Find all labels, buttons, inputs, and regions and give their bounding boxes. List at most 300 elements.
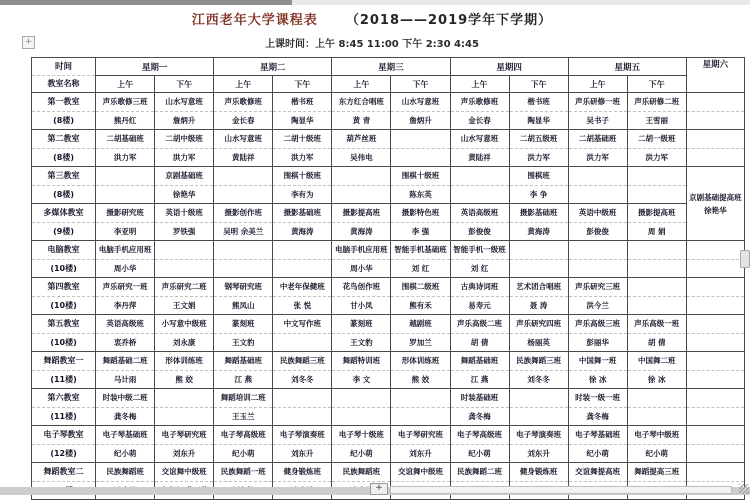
document-title-line[interactable] — [0, 9, 744, 28]
course-cell[interactable] — [568, 130, 627, 167]
page-title[interactable]: 江西老年大学课程表 — [191, 13, 318, 28]
course-name: 声乐研究三班 — [569, 278, 627, 297]
course-cell[interactable] — [509, 130, 568, 167]
course-cell[interactable] — [391, 204, 450, 241]
course-cell[interactable] — [509, 389, 568, 426]
course-cell[interactable] — [509, 241, 568, 278]
course-name — [214, 241, 272, 260]
course-cell[interactable] — [155, 204, 214, 241]
am-header[interactable]: 上午 — [568, 76, 627, 93]
course-cell[interactable] — [96, 426, 155, 463]
course-cell[interactable] — [332, 389, 391, 426]
course-name: 小写意中级班 — [155, 315, 213, 334]
teacher-name: 李 强 — [411, 227, 430, 236]
course-name: 时装中级二班 — [96, 389, 154, 408]
teacher-name: 李 文 — [352, 375, 371, 384]
course-cell[interactable] — [273, 93, 332, 130]
course-name: 交谊舞中级班 — [155, 463, 213, 482]
course-name — [214, 167, 272, 186]
room-label-cell[interactable] — [32, 389, 96, 426]
pm-header[interactable]: 下午 — [155, 76, 214, 93]
course-name: 山水写意班 — [391, 93, 449, 112]
course-name — [687, 278, 744, 297]
course-name: 电子琴基础班 — [96, 426, 154, 445]
course-cell[interactable] — [214, 389, 273, 426]
day-header-6[interactable]: 星期六 — [686, 58, 744, 93]
day-header-3[interactable]: 星期三 — [332, 58, 450, 76]
course-cell[interactable] — [450, 204, 509, 241]
add-button[interactable]: + — [370, 483, 388, 495]
course-name — [96, 167, 154, 186]
room-label: 第四教室 — [32, 278, 95, 297]
course-cell[interactable] — [627, 278, 686, 315]
day-header-2[interactable]: 星期二 — [214, 58, 332, 76]
class-time-note[interactable]: 上课时间：上午 8:45 11:00 下午 2:30 4:45 — [265, 39, 479, 50]
teacher-name: 纪小萌 — [232, 449, 255, 458]
course-cell[interactable] — [332, 241, 391, 278]
course-name: 民族舞蹈二班 — [451, 463, 509, 482]
course-name: 声乐研修二班 — [628, 93, 686, 112]
course-name: 摄影创作班 — [214, 204, 272, 223]
teacher-name — [451, 186, 509, 203]
course-name: 时装一级一班 — [569, 389, 627, 408]
course-name: 围棋班 — [510, 167, 568, 186]
course-cell[interactable] — [627, 241, 686, 278]
teacher-name — [687, 297, 744, 314]
course-cell[interactable] — [450, 167, 509, 204]
course-cell[interactable] — [391, 241, 450, 278]
course-name: 舞蹈基础班 — [214, 352, 272, 371]
term-label[interactable]: （2018——2019学年下学期） — [345, 13, 553, 28]
course-name: 京剧基础班 — [155, 167, 213, 186]
course-cell[interactable] — [450, 315, 509, 352]
teacher-name: 洪力军 — [586, 153, 609, 162]
course-cell[interactable] — [450, 278, 509, 315]
floor-label: (9楼) — [53, 227, 74, 236]
course-name: 电子琴中级班 — [628, 426, 686, 445]
teacher-name: 刘东升 — [527, 449, 550, 458]
course-cell[interactable] — [155, 167, 214, 204]
teacher-name: 周 娟 — [647, 227, 666, 236]
course-name: 电子琴演奏班 — [273, 426, 331, 445]
teacher-name: 黄陆祥 — [232, 153, 255, 162]
course-cell[interactable] — [509, 204, 568, 241]
course-name — [332, 167, 390, 186]
course-cell[interactable] — [450, 130, 509, 167]
course-name — [155, 241, 213, 260]
course-cell[interactable] — [568, 352, 627, 389]
course-cell[interactable] — [686, 93, 744, 130]
teacher-name: 纪小萌 — [586, 449, 609, 458]
course-cell[interactable] — [686, 426, 744, 463]
teacher-name: 黄海涛 — [291, 227, 314, 236]
course-cell[interactable] — [214, 315, 273, 352]
course-name — [628, 389, 686, 408]
course-cell[interactable] — [96, 389, 155, 426]
teacher-name — [687, 260, 744, 277]
course-name: 声乐歌修三班 — [96, 93, 154, 112]
course-cell[interactable] — [568, 241, 627, 278]
course-cell[interactable] — [96, 278, 155, 315]
floor-label: (10楼) — [50, 301, 77, 310]
am-header[interactable]: 上午 — [450, 76, 509, 93]
teacher-name — [273, 334, 331, 351]
course-cell[interactable] — [155, 130, 214, 167]
course-cell[interactable] — [627, 315, 686, 352]
classroom-row — [32, 93, 745, 130]
course-cell[interactable] — [273, 204, 332, 241]
timetable-body — [32, 93, 745, 500]
course-name: 摄影特色班 — [391, 204, 449, 223]
course-cell[interactable] — [391, 278, 450, 315]
course-cell[interactable] — [686, 278, 744, 315]
table-move-handle-icon[interactable]: + — [22, 36, 35, 49]
teacher-name: 徐 冰 — [647, 375, 666, 384]
room-label: 第二教室 — [32, 130, 95, 149]
header-days-row — [32, 58, 745, 76]
course-name: 民族舞蹈班 — [332, 463, 390, 482]
course-cell[interactable] — [155, 93, 214, 130]
course-cell[interactable] — [214, 204, 273, 241]
course-cell[interactable] — [568, 389, 627, 426]
course-cell[interactable] — [450, 93, 509, 130]
teacher-name: 詹炳升 — [409, 116, 432, 125]
course-cell[interactable] — [273, 167, 332, 204]
course-cell[interactable] — [627, 130, 686, 167]
course-cell[interactable] — [273, 241, 332, 278]
classroom-row — [32, 389, 745, 426]
course-cell[interactable] — [509, 352, 568, 389]
teacher-name: 熊有禾 — [409, 301, 432, 310]
room-label: 多媒体教室 — [32, 204, 95, 223]
teacher-name: 洪力军 — [645, 153, 668, 162]
course-name: 电子琴研究班 — [155, 426, 213, 445]
teacher-name: 陶显华 — [527, 116, 550, 125]
course-cell[interactable] — [568, 315, 627, 352]
course-name: 篆刻班 — [332, 315, 390, 334]
course-cell[interactable] — [96, 241, 155, 278]
teacher-name: 罗铁强 — [172, 227, 196, 236]
floor-label: (8楼) — [53, 116, 74, 125]
corner-room-label: 教室名称 — [47, 78, 80, 88]
course-cell[interactable] — [509, 426, 568, 463]
course-name — [687, 130, 744, 149]
course-name: 楷书班 — [510, 93, 568, 112]
am-header[interactable]: 上午 — [214, 76, 273, 93]
saturday-merged-cell[interactable] — [686, 167, 744, 241]
course-cell[interactable] — [214, 93, 273, 130]
room-label-cell[interactable] — [32, 204, 96, 241]
course-cell[interactable] — [509, 93, 568, 130]
course-name: 民族舞蹈三班 — [510, 352, 568, 371]
day-header-5[interactable]: 星期五 — [568, 58, 686, 76]
course-cell[interactable] — [273, 389, 332, 426]
room-label-cell[interactable] — [32, 130, 96, 167]
course-cell[interactable] — [450, 241, 509, 278]
floor-label: (11楼) — [50, 412, 77, 421]
am-header[interactable]: 上午 — [332, 76, 391, 93]
course-name: 摄影提高班 — [628, 204, 686, 223]
course-name — [391, 389, 449, 408]
classroom-row — [32, 352, 745, 389]
course-cell[interactable] — [391, 389, 450, 426]
course-name: 交谊舞中级班 — [391, 463, 449, 482]
classroom-row — [32, 241, 745, 278]
teacher-name: 纪小萌 — [645, 449, 668, 458]
course-name: 民族舞蹈三班 — [273, 352, 331, 371]
course-cell[interactable] — [96, 130, 155, 167]
course-cell[interactable] — [332, 204, 391, 241]
course-name: 花鸟创作班 — [332, 278, 390, 297]
room-label-cell[interactable] — [32, 93, 96, 130]
classroom-row — [32, 130, 745, 167]
course-name — [628, 278, 686, 297]
course-name — [273, 389, 331, 408]
teacher-name: 洪力军 — [113, 153, 137, 162]
course-cell[interactable] — [686, 315, 744, 352]
header-ampm-row — [32, 76, 745, 93]
course-cell[interactable] — [214, 352, 273, 389]
teacher-name — [628, 260, 686, 277]
course-cell[interactable] — [509, 278, 568, 315]
course-cell[interactable] — [273, 352, 332, 389]
teacher-name: 彭丽华 — [586, 338, 609, 347]
teacher-name: 王雪丽 — [645, 116, 668, 125]
course-name: 声乐高级一班 — [628, 315, 686, 334]
course-name: 舞蹈培训二班 — [214, 389, 272, 408]
classroom-row — [32, 167, 745, 204]
pm-header[interactable]: 下午 — [273, 76, 332, 93]
teacher-name: 王文娟 — [172, 301, 196, 310]
room-label-cell[interactable] — [32, 426, 96, 463]
teacher-name: 洪力军 — [172, 153, 196, 162]
teacher-name: 吴书子 — [586, 116, 609, 125]
teacher-name — [569, 260, 627, 277]
room-label-cell[interactable] — [32, 278, 96, 315]
teacher-name: 刘东升 — [291, 449, 314, 458]
course-name — [628, 167, 686, 186]
course-cell[interactable] — [332, 93, 391, 130]
teacher-name — [273, 408, 331, 425]
course-cell[interactable] — [450, 426, 509, 463]
course-name: 声乐研究四班 — [510, 315, 568, 334]
teacher-name: 纪小萌 — [113, 449, 137, 458]
course-cell[interactable] — [450, 389, 509, 426]
course-cell[interactable] — [391, 93, 450, 130]
teacher-name: 龚冬梅 — [468, 412, 491, 421]
course-cell[interactable] — [155, 426, 214, 463]
day-header-1[interactable]: 星期一 — [96, 58, 214, 76]
course-cell[interactable] — [450, 352, 509, 389]
course-name: 英语十级班 — [155, 204, 213, 223]
course-cell[interactable] — [568, 204, 627, 241]
room-label: 舞蹈教室一 — [32, 352, 95, 371]
course-cell[interactable] — [155, 278, 214, 315]
course-name: 智能手机基础班 — [391, 241, 449, 260]
course-cell[interactable] — [391, 167, 450, 204]
course-cell[interactable] — [391, 352, 450, 389]
course-cell[interactable] — [96, 93, 155, 130]
course-cell[interactable] — [155, 241, 214, 278]
course-name: 声乐高级二班 — [451, 315, 509, 334]
course-cell[interactable] — [273, 426, 332, 463]
course-cell[interactable] — [214, 130, 273, 167]
course-cell[interactable] — [686, 389, 744, 426]
teacher-name: 陶显华 — [291, 116, 314, 125]
course-name: 越剧班 — [391, 315, 449, 334]
room-label: 第六教室 — [32, 389, 95, 408]
pm-header[interactable]: 下午 — [509, 76, 568, 93]
timetable[interactable] — [31, 57, 745, 500]
vertical-scrollbar-thumb[interactable] — [740, 250, 750, 268]
course-cell[interactable] — [96, 204, 155, 241]
course-cell[interactable] — [332, 167, 391, 204]
course-cell[interactable] — [273, 278, 332, 315]
pm-header[interactable]: 下午 — [627, 76, 686, 93]
horizontal-scrollbar[interactable] — [390, 486, 732, 494]
course-cell[interactable] — [155, 389, 214, 426]
course-name: 声乐歌修班 — [214, 93, 272, 112]
teacher-name: 杨丽英 — [527, 338, 550, 347]
course-cell[interactable] — [627, 389, 686, 426]
course-cell[interactable] — [627, 167, 686, 204]
room-label-cell[interactable] — [32, 241, 96, 278]
teacher-name: 吴明 余美兰 — [223, 227, 264, 236]
course-name: 电子琴十级班 — [332, 426, 390, 445]
course-cell[interactable] — [332, 130, 391, 167]
teacher-name — [687, 112, 744, 129]
course-cell[interactable] — [627, 93, 686, 130]
teacher-name — [332, 408, 390, 425]
teacher-name: 洪今兰 — [586, 301, 609, 310]
room-label: 电脑教室 — [32, 241, 95, 260]
day-header-4[interactable]: 星期四 — [450, 58, 568, 76]
timetable-header — [32, 58, 745, 93]
course-name: 中国舞一班 — [569, 352, 627, 371]
course-cell[interactable] — [332, 426, 391, 463]
teacher-name — [687, 408, 744, 425]
course-name — [510, 389, 568, 408]
course-cell[interactable] — [155, 352, 214, 389]
floor-label: (8楼) — [53, 153, 74, 162]
course-cell[interactable] — [391, 426, 450, 463]
course-cell[interactable] — [627, 352, 686, 389]
room-label-cell[interactable] — [32, 352, 96, 389]
course-cell[interactable] — [568, 426, 627, 463]
teacher-name: 金长春 — [232, 116, 255, 125]
course-cell[interactable] — [627, 426, 686, 463]
course-cell[interactable] — [332, 352, 391, 389]
course-cell[interactable] — [214, 426, 273, 463]
course-name: 形体训练班 — [155, 352, 213, 371]
course-cell[interactable] — [391, 130, 450, 167]
course-name: 钢琴研究班 — [214, 278, 272, 297]
teacher-name: 黄陆祥 — [468, 153, 491, 162]
course-cell[interactable] — [155, 315, 214, 352]
teacher-name: 刘冬冬 — [291, 375, 314, 384]
pm-header[interactable]: 下午 — [391, 76, 450, 93]
course-cell[interactable] — [332, 315, 391, 352]
teacher-name: 吴伟电 — [350, 153, 373, 162]
course-cell[interactable] — [568, 167, 627, 204]
course-name: 民族舞蹈班 — [96, 463, 154, 482]
teacher-name — [628, 408, 686, 425]
course-name: 摄影基础班 — [273, 204, 331, 223]
course-cell[interactable] — [686, 241, 744, 278]
classroom-row — [32, 315, 745, 352]
course-cell[interactable] — [627, 204, 686, 241]
corner-header[interactable] — [32, 58, 96, 93]
course-name: 京剧基础提高班 — [689, 192, 742, 202]
teacher-name: 黄 青 — [352, 116, 371, 125]
teacher-name — [391, 149, 449, 166]
teacher-name — [569, 186, 627, 203]
am-header[interactable]: 上午 — [96, 76, 155, 93]
teacher-name — [214, 260, 272, 277]
course-name — [273, 241, 331, 260]
teacher-name: 周小华 — [113, 264, 137, 273]
course-name: 智能手机一级班 — [451, 241, 509, 260]
teacher-name: 纪小萌 — [468, 449, 491, 458]
teacher-name — [96, 186, 154, 203]
teacher-name: 熊丹红 — [113, 116, 137, 125]
teacher-name — [687, 371, 744, 388]
course-name: 葫芦丝班 — [332, 130, 390, 149]
course-cell[interactable] — [686, 352, 744, 389]
teacher-name: 李丹萍 — [113, 301, 137, 310]
teacher-name — [155, 260, 213, 277]
course-cell[interactable] — [96, 352, 155, 389]
course-name: 声乐研究一班 — [96, 278, 154, 297]
teacher-name: 胡 倩 — [470, 338, 489, 347]
room-label-cell[interactable] — [32, 167, 96, 204]
course-cell[interactable] — [332, 278, 391, 315]
course-cell[interactable] — [568, 278, 627, 315]
course-cell[interactable] — [214, 278, 273, 315]
course-cell[interactable] — [96, 315, 155, 352]
course-name — [687, 463, 744, 482]
classroom-row — [32, 278, 745, 315]
course-name — [391, 130, 449, 149]
course-cell[interactable] — [96, 167, 155, 204]
room-label-cell[interactable] — [32, 315, 96, 352]
teacher-name — [214, 186, 272, 203]
floor-label: (10楼) — [50, 264, 77, 273]
course-name — [510, 241, 568, 260]
course-cell[interactable] — [686, 130, 744, 167]
course-name: 二胡基础班 — [96, 130, 154, 149]
course-cell[interactable] — [568, 93, 627, 130]
teacher-name: 熊 姣 — [411, 375, 430, 384]
course-cell[interactable] — [273, 130, 332, 167]
course-cell[interactable] — [273, 315, 332, 352]
course-cell[interactable] — [509, 315, 568, 352]
course-cell[interactable] — [214, 241, 273, 278]
floor-label: (10楼) — [50, 338, 77, 347]
course-cell[interactable] — [391, 315, 450, 352]
teacher-name: 黄海涛 — [350, 227, 373, 236]
resize-handle-icon[interactable] — [739, 484, 749, 494]
course-name: 电子琴高级班 — [214, 426, 272, 445]
course-cell[interactable] — [509, 167, 568, 204]
course-name: 围棋十级班 — [273, 167, 331, 186]
course-name: 楷书班 — [273, 93, 331, 112]
room-label: 第三教室 — [32, 167, 95, 186]
teacher-name — [687, 445, 744, 462]
course-name: 中老年保健班 — [273, 278, 331, 297]
course-cell[interactable] — [214, 167, 273, 204]
course-name — [628, 241, 686, 260]
